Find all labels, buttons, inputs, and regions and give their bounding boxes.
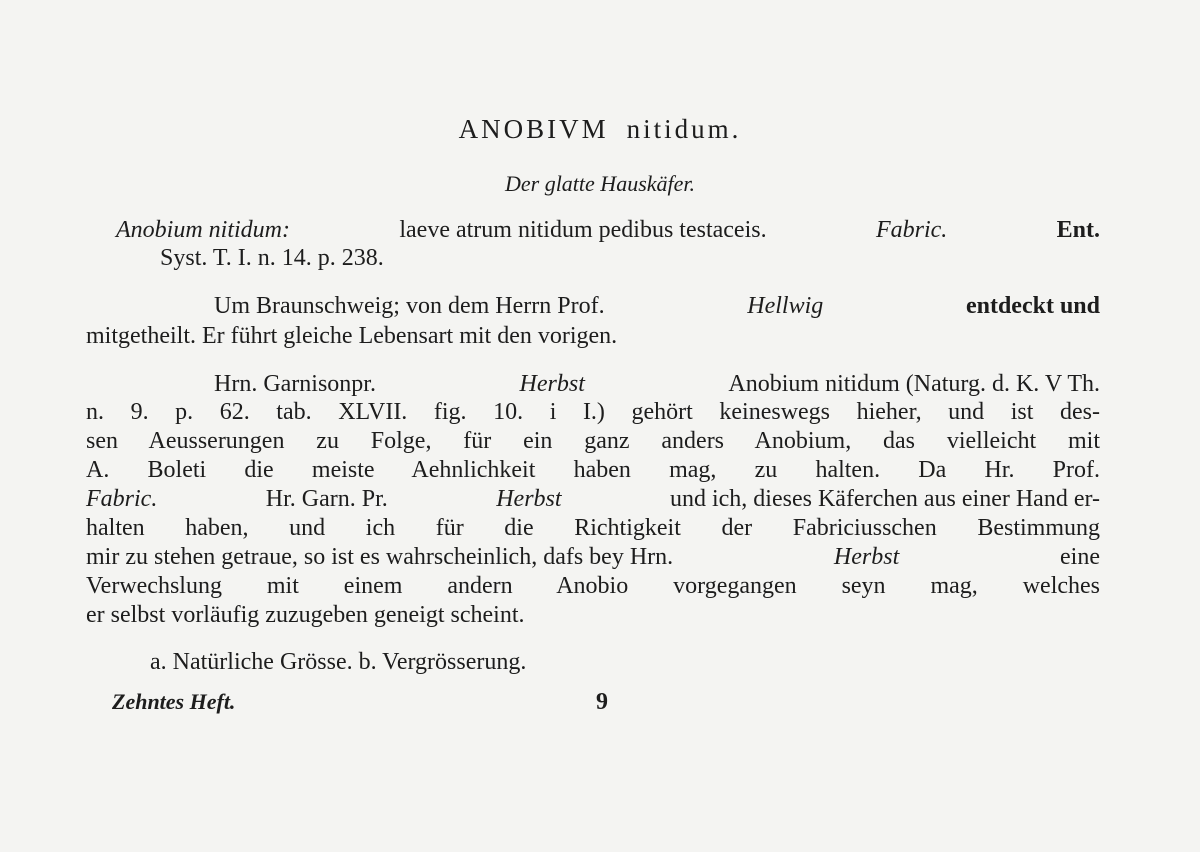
person-name: Hellwig: [747, 293, 824, 319]
synonymy-line-2: Syst. T. I. n. 14. p. 238.: [160, 245, 384, 271]
page-title: [0, 115, 1200, 143]
para2-line-1: [214, 370, 1100, 398]
reference-work: Ent.: [1056, 217, 1100, 243]
species-name: nitidum.: [626, 114, 742, 144]
para2-text-e: mir zu stehen getraue, so ist es wahrscheinlich, dafs bey Hrn.: [86, 544, 674, 570]
para2-line-7: [86, 543, 1100, 571]
para2-line-9: er selbst vorläufig zuzugeben geneigt scheint.: [86, 602, 525, 628]
para2-text-b: Anobium nitidum (Naturg. d. K. V Th.: [728, 371, 1100, 397]
person-name: Fabric.: [86, 486, 158, 512]
para2-line-2: n. 9. p. 62. tab. XLVII. fig. 10. i I.) gehört keineswegs hieher, und ist des-: [86, 399, 1100, 425]
para2-line-6: halten haben, und ich für die Richtigkeit der Fabriciusschen Bestimmung: [86, 515, 1100, 541]
common-name: Der glatte Hauskäfer.: [504, 171, 696, 196]
para1-line-2: mitgetheilt. Er führt gleiche Lebensart mit den vorigen.: [86, 323, 618, 349]
page-number: 9: [596, 689, 608, 715]
issue-label: Zehntes Heft.: [112, 689, 236, 714]
para1-line-1: [214, 292, 1100, 320]
reference-author: Fabric.: [875, 217, 948, 243]
para2-line-5: [86, 485, 1100, 513]
synonymy-line-1: [116, 216, 1100, 244]
para2-text-a: Hrn. Garnisonpr.: [214, 371, 376, 397]
para2-line-8: Verwechslung mit einem andern Anobio vorgegangen seyn mag, welches: [86, 573, 1100, 599]
para2-text-f: eine: [1060, 544, 1100, 570]
person-name: Herbst: [496, 486, 562, 512]
para1-text-b: entdeckt und: [965, 293, 1100, 319]
para2-line-4: A. Boleti die meiste Aehnlichkeit haben mag, zu halten. Da Hr. Prof.: [86, 457, 1100, 483]
person-name: Herbst: [519, 371, 585, 397]
synonym-name: Anobium nitidum:: [116, 217, 290, 243]
para2-text-d: und ich, dieses Käferchen aus einer Hand er-: [669, 486, 1100, 512]
genus-name: ANOBIVM: [458, 114, 609, 144]
figures-note: a. Natürliche Grösse. b. Vergrösserung.: [150, 649, 527, 675]
para1-text-a: Um Braunschweig; von dem Herrn Prof.: [214, 293, 605, 319]
para2-line-3: sen Aeusserungen zu Folge, für ein ganz anders Anobium, das vielleicht mit: [86, 428, 1100, 454]
synonym-description: laeve atrum nitidum pedibus testaceis.: [399, 217, 767, 243]
person-name: Herbst: [833, 544, 900, 570]
para2-text-c: Hr. Garn. Pr.: [265, 486, 388, 512]
